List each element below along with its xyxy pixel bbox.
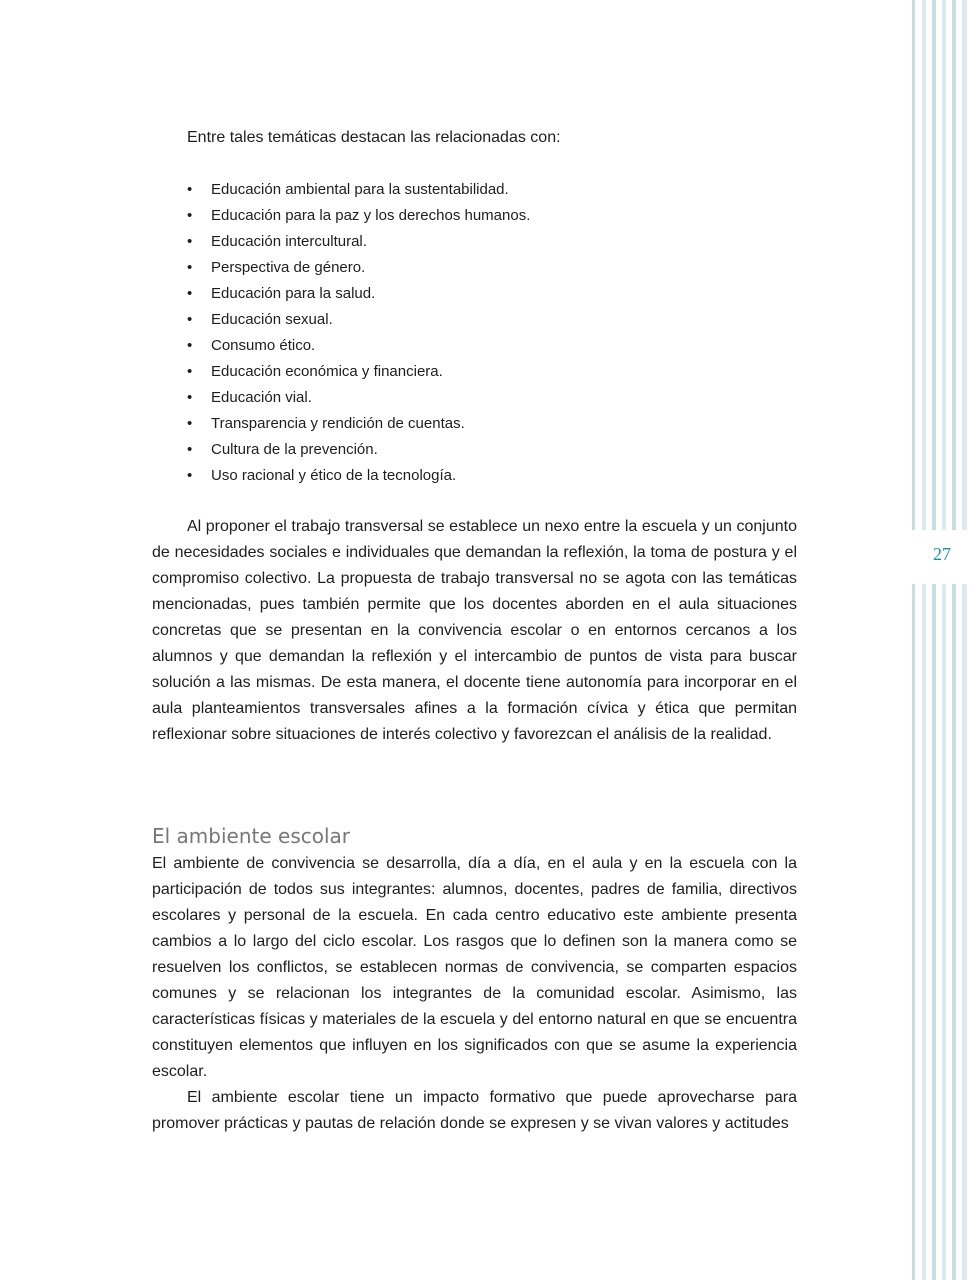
bullet-icon: •	[187, 207, 193, 224]
topic-item	[187, 463, 530, 489]
decorative-stripes	[912, 0, 972, 1280]
paragraph-ambiente: El ambiente de convivencia se desarrolla, día a día, en el aula y en la escuela con la participación de todos sus integrantes: alumnos, docentes, padres de familia, directivos escolares y personal de la escuela. En cada centro educativo este ambiente presenta cambios a lo largo del ciclo escolar. Los rasgos que lo definen son la manera como se resuelven los conflictos, se establecen normas de convivencia, se comparten espacios comunes y se relacionan los integrantes de la comunidad escolar. Asimismo, las características físicas y materiales de la escuela y del entorno natural en que se encuentra constituyen elementos que influyen en los significados con que se asume la experiencia escolar.	[152, 855, 797, 1080]
bullet-icon: •	[187, 415, 193, 432]
stripe-line	[922, 0, 926, 1280]
topic-label: Educación intercultural.	[211, 233, 367, 250]
topic-label: Transparencia y rendición de cuentas.	[211, 415, 465, 432]
bullet-icon: •	[187, 181, 193, 198]
topic-label: Educación para la paz y los derechos humanos.	[211, 207, 531, 224]
page-number: 27	[933, 544, 951, 564]
bullet-icon: •	[187, 441, 193, 458]
topics-list	[187, 177, 530, 489]
stripe-line	[962, 0, 967, 1280]
topic-item	[187, 203, 530, 229]
topic-label: Cultura de la prevención.	[211, 441, 378, 458]
topic-label: Uso racional y ético de la tecnología.	[211, 467, 457, 484]
section-heading: El ambiente escolar	[152, 824, 351, 848]
topic-label: Educación vial.	[211, 389, 312, 406]
bullet-icon: •	[187, 363, 193, 380]
bullet-icon: •	[187, 337, 193, 354]
topic-item	[187, 229, 530, 255]
topic-item	[187, 333, 530, 359]
topic-item	[187, 385, 530, 411]
topic-item	[187, 307, 530, 333]
topic-label: Educación ambiental para la sustentabilidad.	[211, 181, 509, 198]
topic-item	[187, 359, 530, 385]
topic-item	[187, 281, 530, 307]
bullet-icon: •	[187, 285, 193, 302]
topic-item	[187, 255, 530, 281]
bullet-icon: •	[187, 259, 193, 276]
paragraph-transversal: Al proponer el trabajo transversal se establece un nexo entre la escuela y un conjunto de necesidades sociales e individuales que demandan la reflexión, la toma de postura y el compromiso colectivo. La propuesta de trabajo transversal no se agota con las temáticas mencionadas, pues también permite que los docentes aborden en el aula situaciones concretas que se presentan en la convivencia escolar o en entornos cercanos a los alumnos y que demandan la reflexión y el intercambio de puntos de vista para buscar solución a las mismas. De esta manera, el docente tiene autonomía para incorporar en el aula planteamientos transversales afines a la formación cívica y ética que permitan reflexionar sobre situaciones de interés colectivo y favorezcan el análisis de la realidad.	[152, 518, 797, 743]
topic-item	[187, 411, 530, 437]
stripe-line	[952, 0, 956, 1280]
bullet-icon: •	[187, 467, 193, 484]
stripe-line	[912, 0, 915, 1280]
topic-label: Educación para la salud.	[211, 285, 376, 302]
topic-label: Consumo ético.	[211, 337, 316, 354]
bullet-icon: •	[187, 311, 193, 328]
topic-item	[187, 437, 530, 463]
topic-label: Educación sexual.	[211, 311, 333, 328]
stripe-line	[932, 0, 936, 1280]
stripe-line	[942, 0, 946, 1280]
topic-label: Perspectiva de género.	[211, 259, 366, 276]
intro-text: Entre tales temáticas destacan las relacionadas con:	[187, 129, 561, 146]
paragraph-impacto: El ambiente escolar tiene un impacto formativo que puede aprovecharse para promover prácticas y pautas de relación donde se expresen y se vivan valores y actitudes	[152, 1089, 797, 1132]
topic-item	[187, 177, 530, 203]
topic-label: Educación económica y financiera.	[211, 363, 443, 380]
bullet-icon: •	[187, 389, 193, 406]
bullet-icon: •	[187, 233, 193, 250]
